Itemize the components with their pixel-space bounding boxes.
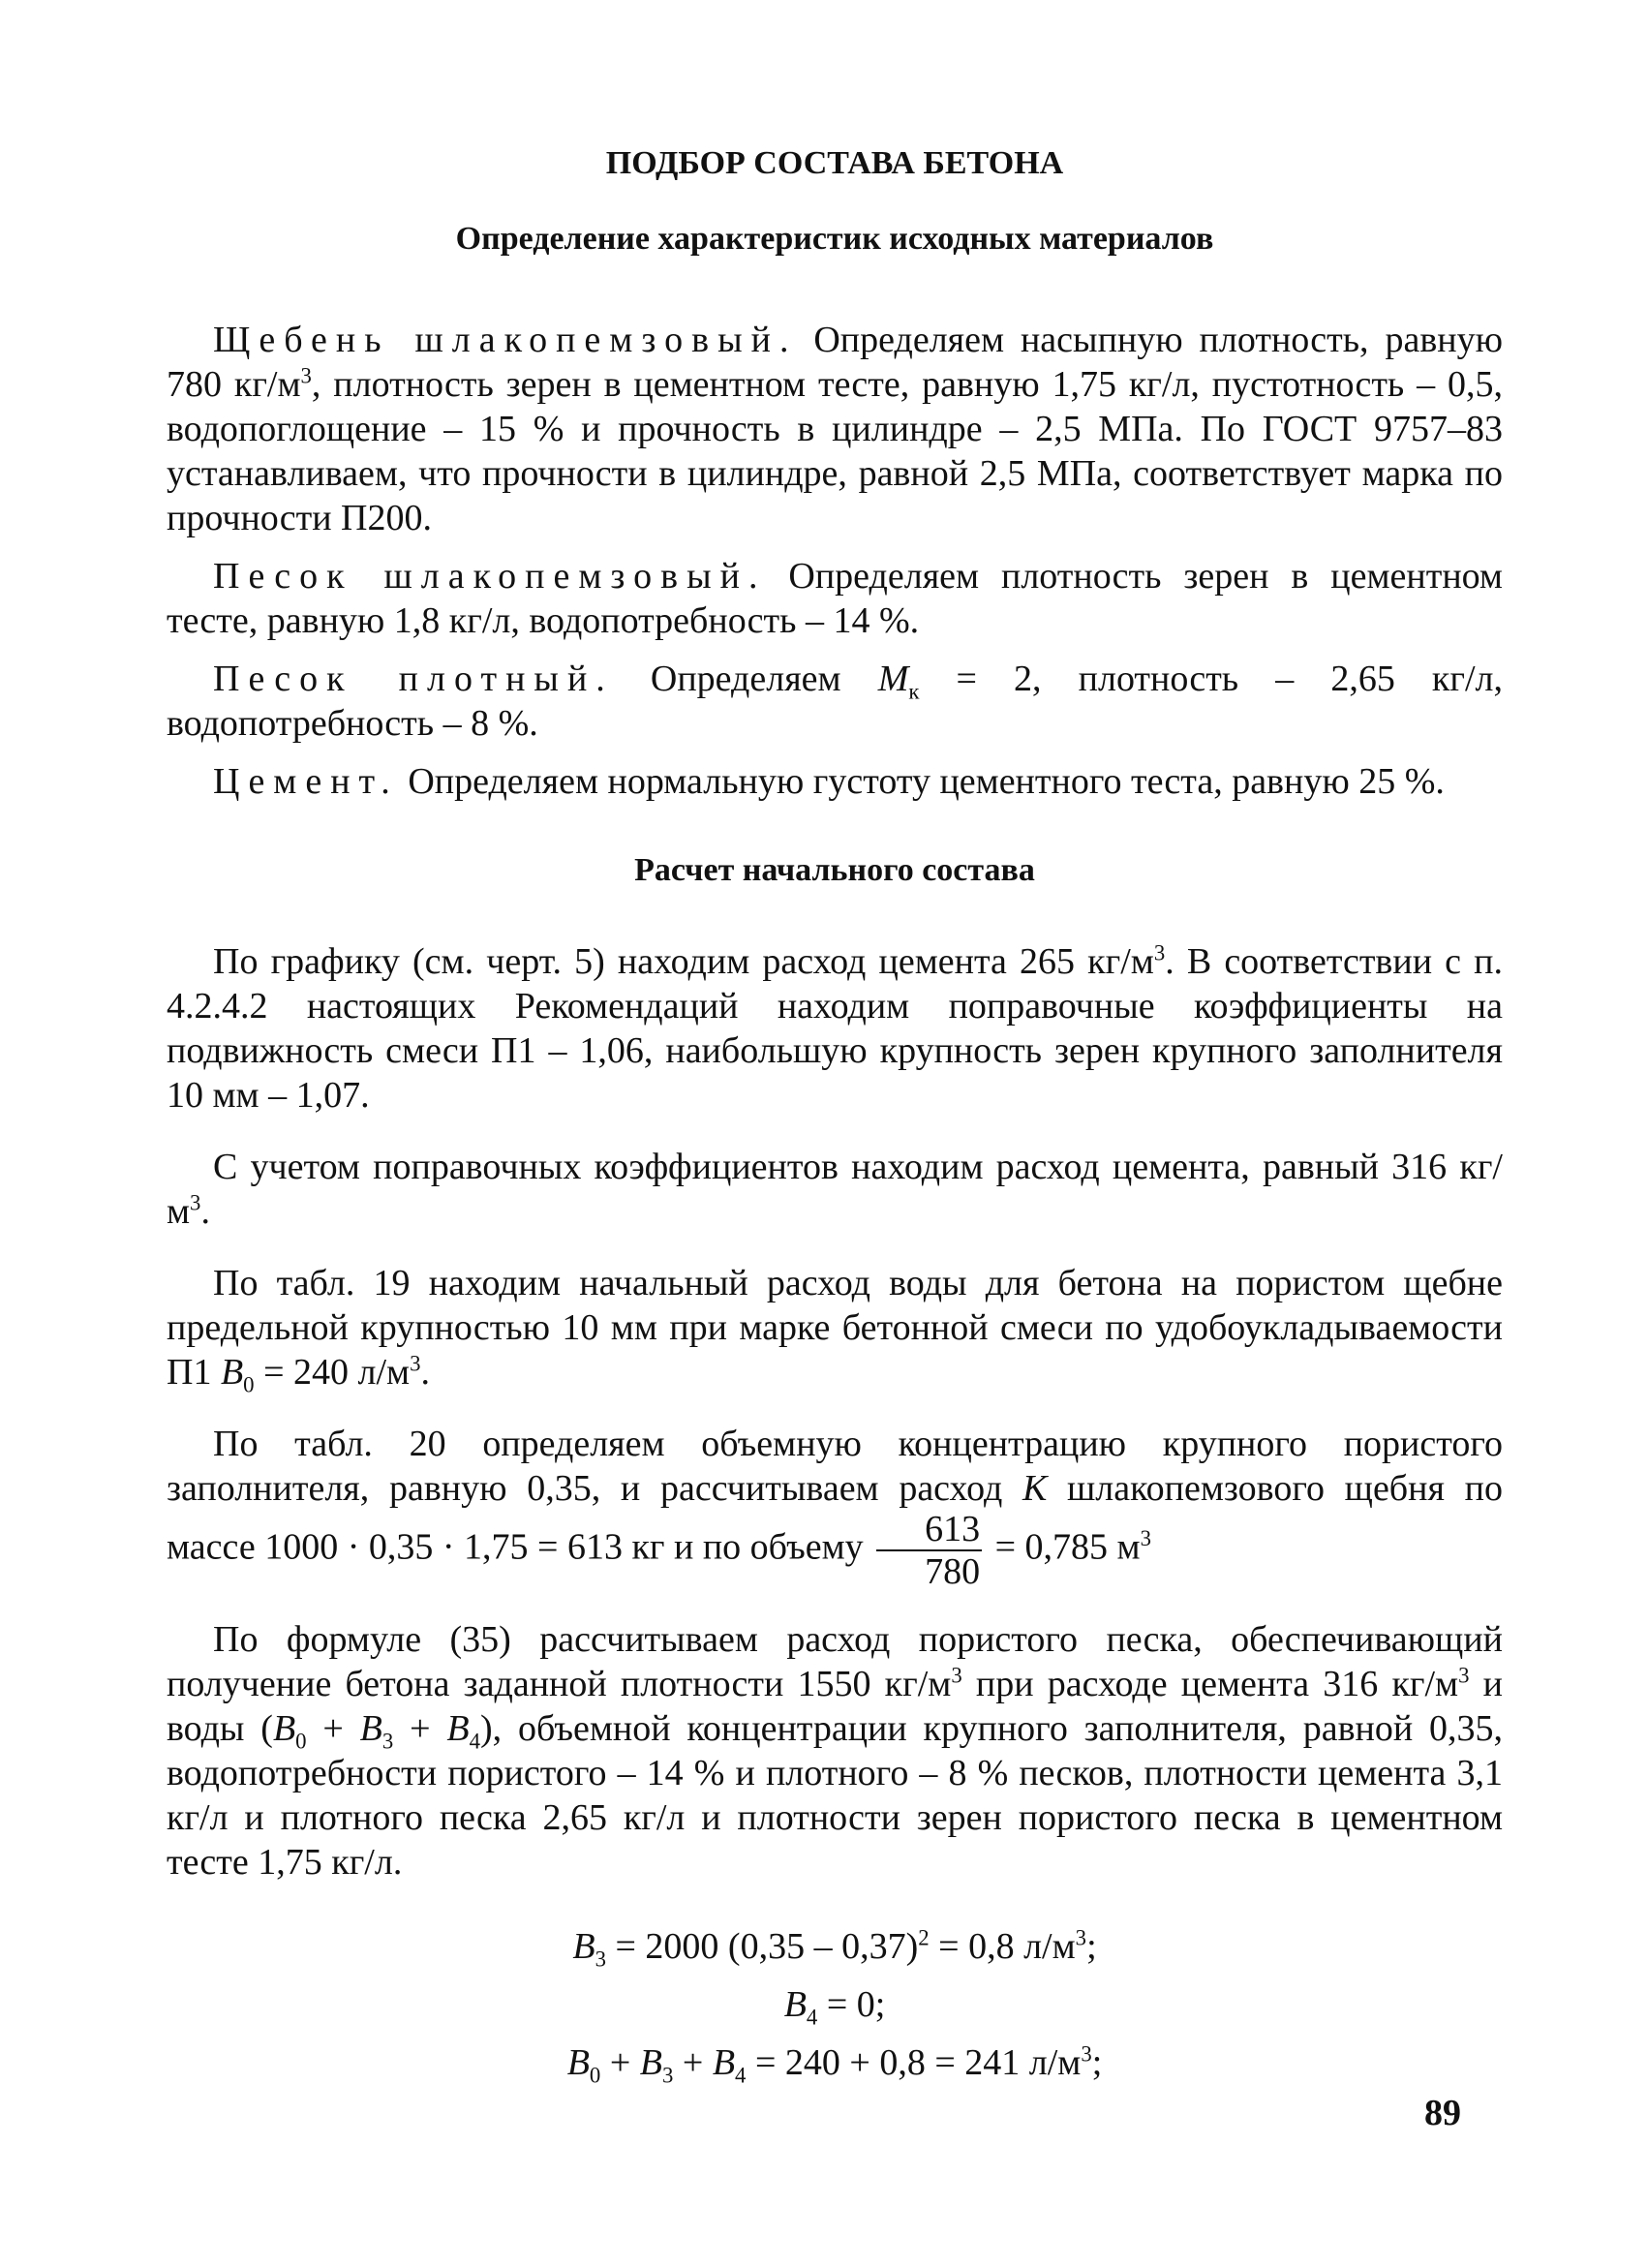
subscript: к <box>908 679 920 704</box>
text-fragment: + <box>306 1708 360 1749</box>
text-fragment: Определяем насыпную плотность, равную 780 кг/м <box>167 320 1503 405</box>
text-fragment: = 240 + 0,8 = 241 л/м <box>746 2042 1082 2083</box>
fraction-denominator: 780 <box>925 1551 981 1592</box>
math-symbol: В <box>639 2042 662 2083</box>
math-symbol: В <box>359 1708 382 1749</box>
text-fragment: По табл. 19 находим начальный расход воды для бетона на пористом щебне предельной крупностью 10 мм при марке бетонной смеси по удобоукладываемости П1 <box>167 1263 1503 1393</box>
text-fragment: и воды ( <box>167 1664 1504 1749</box>
text-fragment: Определяем нормальную густоту цементного теста, равную 25 %. <box>398 761 1445 802</box>
text-fragment: = 240 л/м <box>254 1352 411 1393</box>
superscript: 3 <box>1153 940 1166 965</box>
paragraph-corrected-cement <box>167 1145 1503 1234</box>
subscript: 4 <box>735 2063 747 2088</box>
paragraph-water-consumption <box>167 1261 1503 1395</box>
paragraph-aggregate-concentration <box>167 1422 1503 1590</box>
text-fragment: С учетом поправочных коэффициентов находим расход цемента, равный 316 кг/м <box>167 1147 1503 1232</box>
superscript: 3 <box>1458 1663 1470 1688</box>
page-number: 89 <box>1424 2093 1461 2133</box>
page-content <box>167 145 1503 2092</box>
fraction <box>876 1511 982 1590</box>
fraction-numerator: 613 <box>876 1511 982 1551</box>
text-fragment: ; <box>1091 2042 1103 2083</box>
subscript: 3 <box>381 1729 394 1754</box>
lead-term: Песок плотный. <box>213 659 614 699</box>
formula-b3 <box>167 1917 1503 1976</box>
subscript: 0 <box>243 1372 255 1397</box>
text-fragment: шлакопемзового щебня по массе 1000 · 0,35 · 1,75 = 613 кг и по объему <box>167 1468 1503 1568</box>
subscript: 3 <box>595 1946 606 1972</box>
formula-water-sum <box>167 2034 1503 2092</box>
superscript: 2 <box>918 1925 930 1950</box>
subscript: 3 <box>661 2063 674 2088</box>
paragraph-cement <box>167 759 1503 804</box>
lead-term: Щебень шлакопемзовый. <box>213 320 798 360</box>
superscript: 3 <box>410 1351 421 1376</box>
text-fragment: + <box>393 1708 447 1749</box>
text-fragment: + <box>600 2042 640 2083</box>
paragraph-slag-sand <box>167 554 1503 643</box>
math-symbol: В <box>783 1984 807 2025</box>
lead-term: Цемент. <box>213 761 399 802</box>
formula-b4 <box>167 1976 1503 2034</box>
text-fragment: По формуле (35) рассчитываем расход пористого песка, обеспечивающий получение бетона заданной плотности 1550 кг/м <box>167 1619 1503 1704</box>
text-fragment: при расходе цемента 316 кг/м <box>961 1664 1459 1704</box>
text-fragment: . <box>420 1352 430 1393</box>
section-heading-calculation: Расчет начального состава <box>634 852 1035 888</box>
text-fragment: Определяем <box>613 659 878 699</box>
text-fragment: По табл. 20 определяем объемную концентрацию крупного пористого заполнителя, равную 0,35, и рассчитываем расход <box>167 1424 1503 1509</box>
text-fragment: = 0,785 м <box>986 1526 1141 1568</box>
paragraph-dense-sand <box>167 657 1503 746</box>
superscript: 3 <box>1140 1526 1152 1551</box>
text-fragment: ), объемной концентрации крупного заполнителя, равной 0,35, водопотребности пористого – 14 % и плотного – 8 % песков, плотности цемента 3,1 кг/л и плотного песка 2,65 кг/л и плотности зерен пористого песка в цементном тесте 1,75 кг/л. <box>167 1708 1504 1883</box>
math-symbol: В <box>220 1352 244 1393</box>
math-symbol: М <box>877 659 909 699</box>
subscript: 0 <box>589 2063 601 2088</box>
subscript: 4 <box>806 2005 818 2030</box>
formula-block <box>167 1917 1503 2092</box>
text-fragment: = 2, плотность – 2,65 кг/л, водопотребность – 8 %. <box>167 659 1503 744</box>
math-symbol: В <box>272 1708 296 1749</box>
math-symbol: В <box>712 2042 736 2083</box>
math-symbol: К <box>1022 1468 1048 1509</box>
subscript: 0 <box>295 1729 307 1754</box>
text-fragment: , плотность зерен в цементном тесте, равную 1,75 кг/л, пустотность – 0,5, водопоглощение – 15 % и прочность в цилиндре – 2,5 МПа. По ГОСТ 9757–83 устанавливаем, что прочности в цилиндре, равной 2,5 МПа, соответствует марка по прочности П200. <box>167 364 1503 538</box>
text-fragment: Определяем плотность зерен в цементном тесте, равную 1,8 кг/л, водопотребность – 14 %. <box>167 556 1503 641</box>
lead-term: Песок шлакопемзовый. <box>213 556 767 597</box>
subscript: 4 <box>469 1729 480 1754</box>
superscript: 3 <box>300 363 312 388</box>
superscript: 3 <box>190 1190 201 1215</box>
text-fragment: = 2000 (0,35 – 0,37) <box>606 1926 919 1967</box>
superscript: 3 <box>1081 2041 1092 2067</box>
text-fragment: По графику (см. черт. 5) находим расход цемента 265 кг/м <box>213 941 1154 982</box>
section-heading-materials: Определение характеристик исходных материалов <box>455 221 1214 257</box>
text-fragment: = 0; <box>817 1984 886 2025</box>
text-fragment: . В соответствии с п. 4.2.4.2 настоящих Рекомендаций находим поправочные коэффициенты на подвижность смеси П1 – 1,06, наибольшую крупность зерен крупного заполнителя 10 мм – 1,07. <box>167 941 1503 1116</box>
math-symbol: В <box>446 1708 470 1749</box>
math-symbol: В <box>566 2042 590 2083</box>
superscript: 3 <box>951 1663 962 1688</box>
math-symbol: В <box>572 1926 595 1967</box>
text-fragment: . <box>200 1191 210 1232</box>
paragraph-crushed-stone <box>167 318 1503 540</box>
paragraph-porous-sand <box>167 1617 1503 1885</box>
superscript: 3 <box>1075 1925 1087 1950</box>
document-title: ПОДБОР СОСТАВА БЕТОНА <box>605 145 1064 181</box>
text-fragment: ; <box>1086 1926 1097 1967</box>
text-fragment: + <box>673 2042 713 2083</box>
paragraph-cement-consumption <box>167 939 1503 1118</box>
text-fragment: = 0,8 л/м <box>929 1926 1076 1967</box>
